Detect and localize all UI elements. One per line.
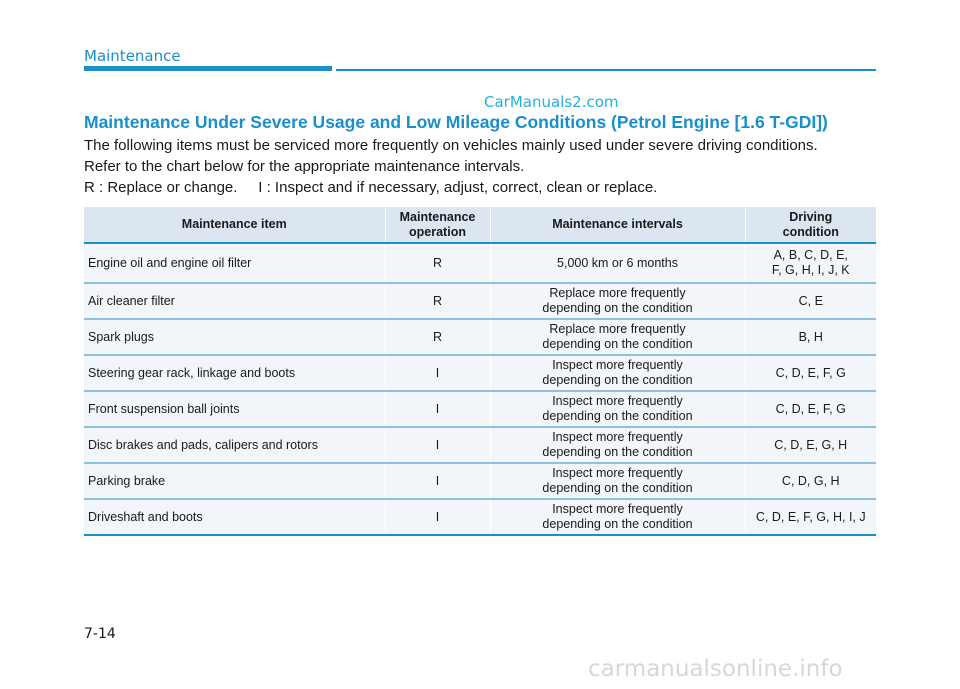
intro-line-2: Refer to the chart below for the appropriate maintenance intervals. [84,158,525,175]
cell-maintenance-item [84,463,385,499]
cell-driving-condition-text: F, G, H, I, J, K [771,263,850,277]
cell-maintenance-interval [490,463,745,499]
table-row [84,243,876,283]
cell-maintenance-item-text: Spark plugs [88,329,155,344]
cell-maintenance-item-text: Steering gear rack, linkage and boots [88,365,296,380]
cell-maintenance-item [84,355,385,391]
section-label: Maintenance [84,47,181,65]
cell-maintenance-operation-text: I [435,401,440,416]
cell-maintenance-interval-text: Replace more frequently [549,322,686,336]
cell-driving-condition [745,463,876,499]
cell-maintenance-interval-text: depending on the condition [542,445,693,459]
cell-maintenance-operation-text: I [435,473,440,488]
cell-maintenance-interval-text: depending on the condition [542,373,693,387]
cell-maintenance-item [84,243,385,283]
cell-maintenance-interval-text: depending on the condition [542,409,693,423]
cell-maintenance-interval [490,243,745,283]
cell-maintenance-interval-text: depending on the condition [542,337,693,351]
cell-driving-condition [745,355,876,391]
cell-maintenance-item-text: Parking brake [88,473,166,488]
cell-maintenance-interval-text: Inspect more frequently [552,358,683,372]
cell-maintenance-item [84,319,385,355]
cell-maintenance-operation [385,319,490,355]
cell-driving-condition-text: C, D, E, F, G [775,365,846,380]
cell-driving-condition [745,319,876,355]
header-maintenance-operation: Maintenance operation [385,207,490,243]
cell-maintenance-interval [490,319,745,355]
header-rule-thick [84,66,332,71]
cell-maintenance-operation [385,283,490,319]
watermark-top[interactable]: CarManuals2.com [484,93,619,111]
cell-maintenance-interval-text: Inspect more frequently [552,430,683,444]
cell-maintenance-item-text: Front suspension ball joints [88,401,240,416]
cell-maintenance-item [84,283,385,319]
cell-driving-condition [745,427,876,463]
cell-driving-condition-text: B, H [798,329,823,344]
cell-maintenance-operation [385,355,490,391]
cell-driving-condition-text: C, D, E, F, G [775,401,846,416]
table-body [84,243,876,535]
cell-maintenance-operation-text: I [435,509,440,524]
cell-maintenance-operation-text: R [432,329,443,344]
table-row [84,355,876,391]
cell-maintenance-operation [385,427,490,463]
header-maintenance-item: Maintenance item [84,207,385,243]
header-driving-condition: Driving condition [745,207,876,243]
cell-driving-condition-text: C, D, G, H [781,473,840,488]
cell-maintenance-item [84,499,385,535]
cell-driving-condition-text: C, D, E, G, H [774,437,848,452]
table-row [84,499,876,535]
table-row [84,427,876,463]
cell-driving-condition [745,283,876,319]
cell-driving-condition [745,243,876,283]
cell-maintenance-interval [490,355,745,391]
cell-maintenance-operation [385,499,490,535]
cell-driving-condition [745,391,876,427]
cell-maintenance-interval [490,499,745,535]
cell-maintenance-item-text: Disc brakes and pads, calipers and rotors [88,437,318,452]
page-heading: Maintenance Under Severe Usage and Low Mileage Conditions (Petrol Engine [1.6 T-GDI]) [84,112,828,132]
cell-driving-condition [745,499,876,535]
intro-text [84,135,818,198]
cell-maintenance-operation-text: I [435,365,440,380]
cell-maintenance-operation-text: R [432,255,443,270]
table-header-row [84,207,876,243]
cell-maintenance-interval-text: depending on the condition [542,481,693,495]
cell-driving-condition-text: A, B, C, D, E, [773,248,848,262]
cell-maintenance-item [84,427,385,463]
maintenance-table [84,207,876,536]
cell-driving-condition-text: C, D, E, F, G, H, I, J [755,509,866,524]
cell-maintenance-operation-text: R [432,293,443,308]
cell-maintenance-interval [490,391,745,427]
cell-maintenance-interval-text: Inspect more frequently [552,394,683,408]
table-row [84,391,876,427]
cell-maintenance-interval [490,283,745,319]
page-number: 7-14 [84,626,116,642]
cell-maintenance-item [84,391,385,427]
table-row [84,319,876,355]
cell-maintenance-item-text: Engine oil and engine oil filter [88,255,252,270]
cell-maintenance-interval-text: depending on the condition [542,301,693,315]
cell-maintenance-operation-text: I [435,437,440,452]
cell-driving-condition-text: C, E [798,293,823,308]
cell-maintenance-interval-text: 5,000 km or 6 months [557,255,678,270]
cell-maintenance-operation [385,463,490,499]
table-row [84,463,876,499]
watermark-bottom[interactable]: carmanualsonline.info [588,656,843,682]
header-rule-thin [336,69,876,71]
cell-maintenance-interval-text: Replace more frequently [549,286,686,300]
cell-maintenance-operation [385,391,490,427]
intro-line-1: The following items must be serviced more frequently on vehicles mainly used under severe driving conditions. [84,137,818,154]
cell-maintenance-operation [385,243,490,283]
cell-maintenance-item-text: Air cleaner filter [88,293,175,308]
cell-maintenance-interval-text: depending on the condition [542,517,693,531]
header-maintenance-intervals: Maintenance intervals [490,207,745,243]
cell-maintenance-interval-text: Inspect more frequently [552,466,683,480]
table-row [84,283,876,319]
cell-maintenance-item-text: Driveshaft and boots [88,509,203,524]
cell-maintenance-interval-text: Inspect more frequently [552,502,683,516]
cell-maintenance-interval [490,427,745,463]
intro-line-3: R : Replace or change. I : Inspect and if necessary, adjust, correct, clean or replace. [84,179,658,196]
